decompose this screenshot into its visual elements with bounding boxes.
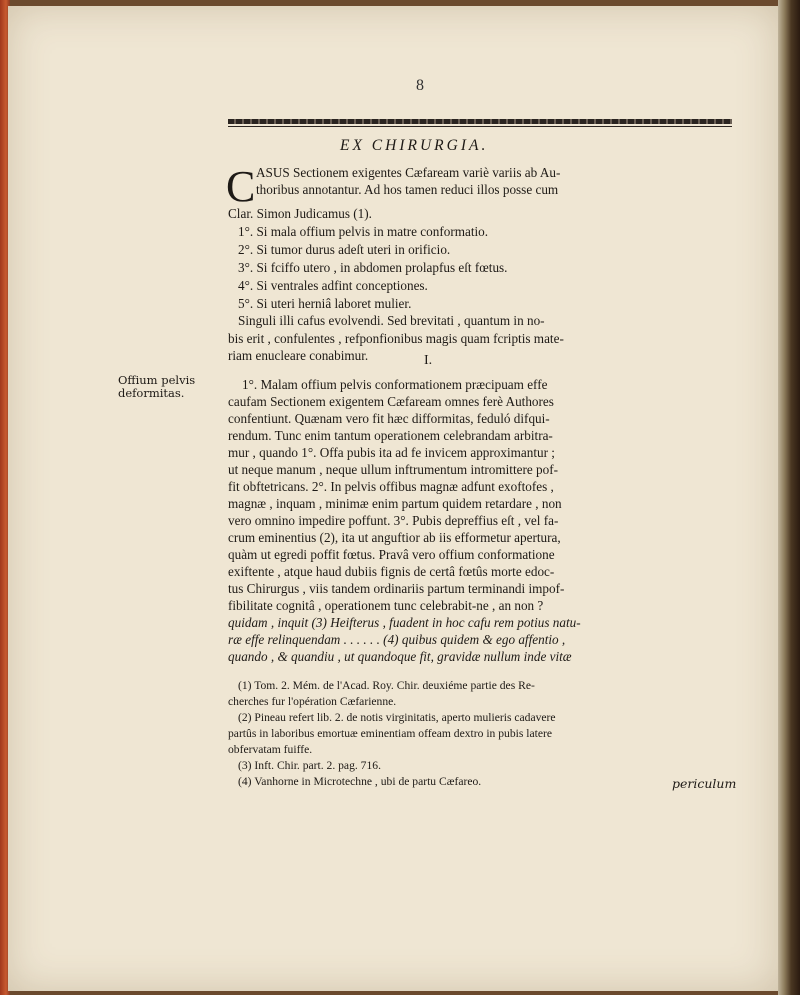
body-line: tus Chirurgus , viis tandem ordinariis partum terminandi impof- [228, 581, 565, 596]
body-line: vero omnino impedire poffunt. 3°. Pubis depreffius eſt , vel fa- [228, 513, 559, 528]
body-line: quando , & quandiu , ut quandoque fit, gravidæ nullum inde vitæ [228, 649, 572, 664]
body-line: ræ effe relinquendam . . . . . . (4) quibus quidem & ego affentio , [228, 632, 566, 647]
rule-line [228, 126, 732, 127]
ornamental-rule [228, 119, 732, 124]
footnote-line: (3) Inft. Chir. part. 2. pag. 716. [238, 759, 381, 772]
intro-line: Clar. Simon Judicamus (1). [228, 206, 372, 221]
footnote-line: (1) Tom. 2. Mém. de l'Acad. Roy. Chir. deuxiéme partie des Re- [238, 679, 535, 692]
book-binding-right [778, 0, 800, 995]
intro-line: ASUS Sectionem exigentes Cæfaream variè variis ab Au- [256, 165, 561, 180]
body-line: quàm ut egredi poffit fœtus. Pravâ vero offium conformatione [228, 547, 555, 562]
body-line: fit obftetricans. 2°. In pelvis offibus magnæ adfunt exoftofes , [228, 479, 554, 494]
body-line: ut neque manum , neque ullum inftrumentum intromittere pof- [228, 462, 558, 477]
footnote-line: partûs in laboribus emortuæ eminentiam offeam dextro in pubis latere [228, 727, 553, 740]
page-number: 8 [416, 77, 424, 94]
intro-line: 1°. Si mala offium pelvis in matre conformatio. [238, 224, 489, 239]
intro-line: riam enucleare conabimur. [228, 348, 369, 363]
body-line: caufam Sectionem exigentem Cæfaream omnes ferè Authores [228, 394, 554, 409]
catchword: periculum [672, 776, 737, 791]
intro-line: 3°. Si fciffo utero , in abdomen prolapfus eſt fœtus. [238, 260, 508, 275]
body-line: rendum. Tunc enim tantum operationem celebrandam arbitra- [228, 428, 553, 443]
margin-note: Offium pelvis [118, 373, 196, 387]
intro-line: 4°. Si ventrales adfint conceptiones. [238, 278, 428, 293]
section-number: I. [424, 353, 433, 368]
footnote-line: cherches fur l'opération Cæfarienne. [228, 695, 397, 708]
body-line: magnæ , inquam , minimæ enim partum quidem retardare , non [228, 496, 562, 511]
body-line: crum eminentius (2), ita ut anguftior ab iis efformetur apertura, [228, 530, 561, 545]
body-line: 1°. Malam offium pelvis conformationem præcipuam effe [242, 377, 548, 392]
intro-line: bis erit , confulentes , refponfionibus magis quam fcriptis mate- [228, 331, 564, 346]
intro-line: Singuli illi cafus evolvendi. Sed brevitati , quantum in no- [238, 313, 545, 328]
intro-line: thoribus annotantur. Ad hos tamen reduci illos posse cum [256, 182, 559, 197]
drop-capital: C [226, 162, 256, 211]
footnote-line: obfervatam fuiffe. [228, 743, 313, 756]
body-line: mur , quando 1°. Offa pubis ita ad fe invicem approximantur ; [228, 445, 555, 460]
intro-line: 2°. Si tumor durus adeſt uteri in orificio. [238, 242, 451, 257]
body-line: quidam , inquit (3) Heifterus , fuadent in hoc cafu rem potius natu- [228, 615, 581, 630]
section-heading: EX CHIRURGIA. [340, 137, 489, 154]
margin-note: deformitas. [118, 386, 185, 400]
footnote-line: (4) Vanhorne in Microtechne , ubi de partu Cæfareo. [238, 775, 482, 788]
body-line: confentiunt. Quænam vero fit hæc difformitas, feduló difqui- [228, 411, 550, 426]
footnote-line: (2) Pineau refert lib. 2. de notis virginitatis, aperto mulieris cadavere [238, 711, 556, 724]
intro-line: 5°. Si uteri herniâ laboret mulier. [238, 296, 412, 311]
body-line: fibilitate cognitâ , operationem tunc celebrabit-ne , an non ? [228, 598, 544, 613]
body-line: exiftente , atque haud dubiis fignis de certâ fœtûs morte edoc- [228, 564, 555, 579]
